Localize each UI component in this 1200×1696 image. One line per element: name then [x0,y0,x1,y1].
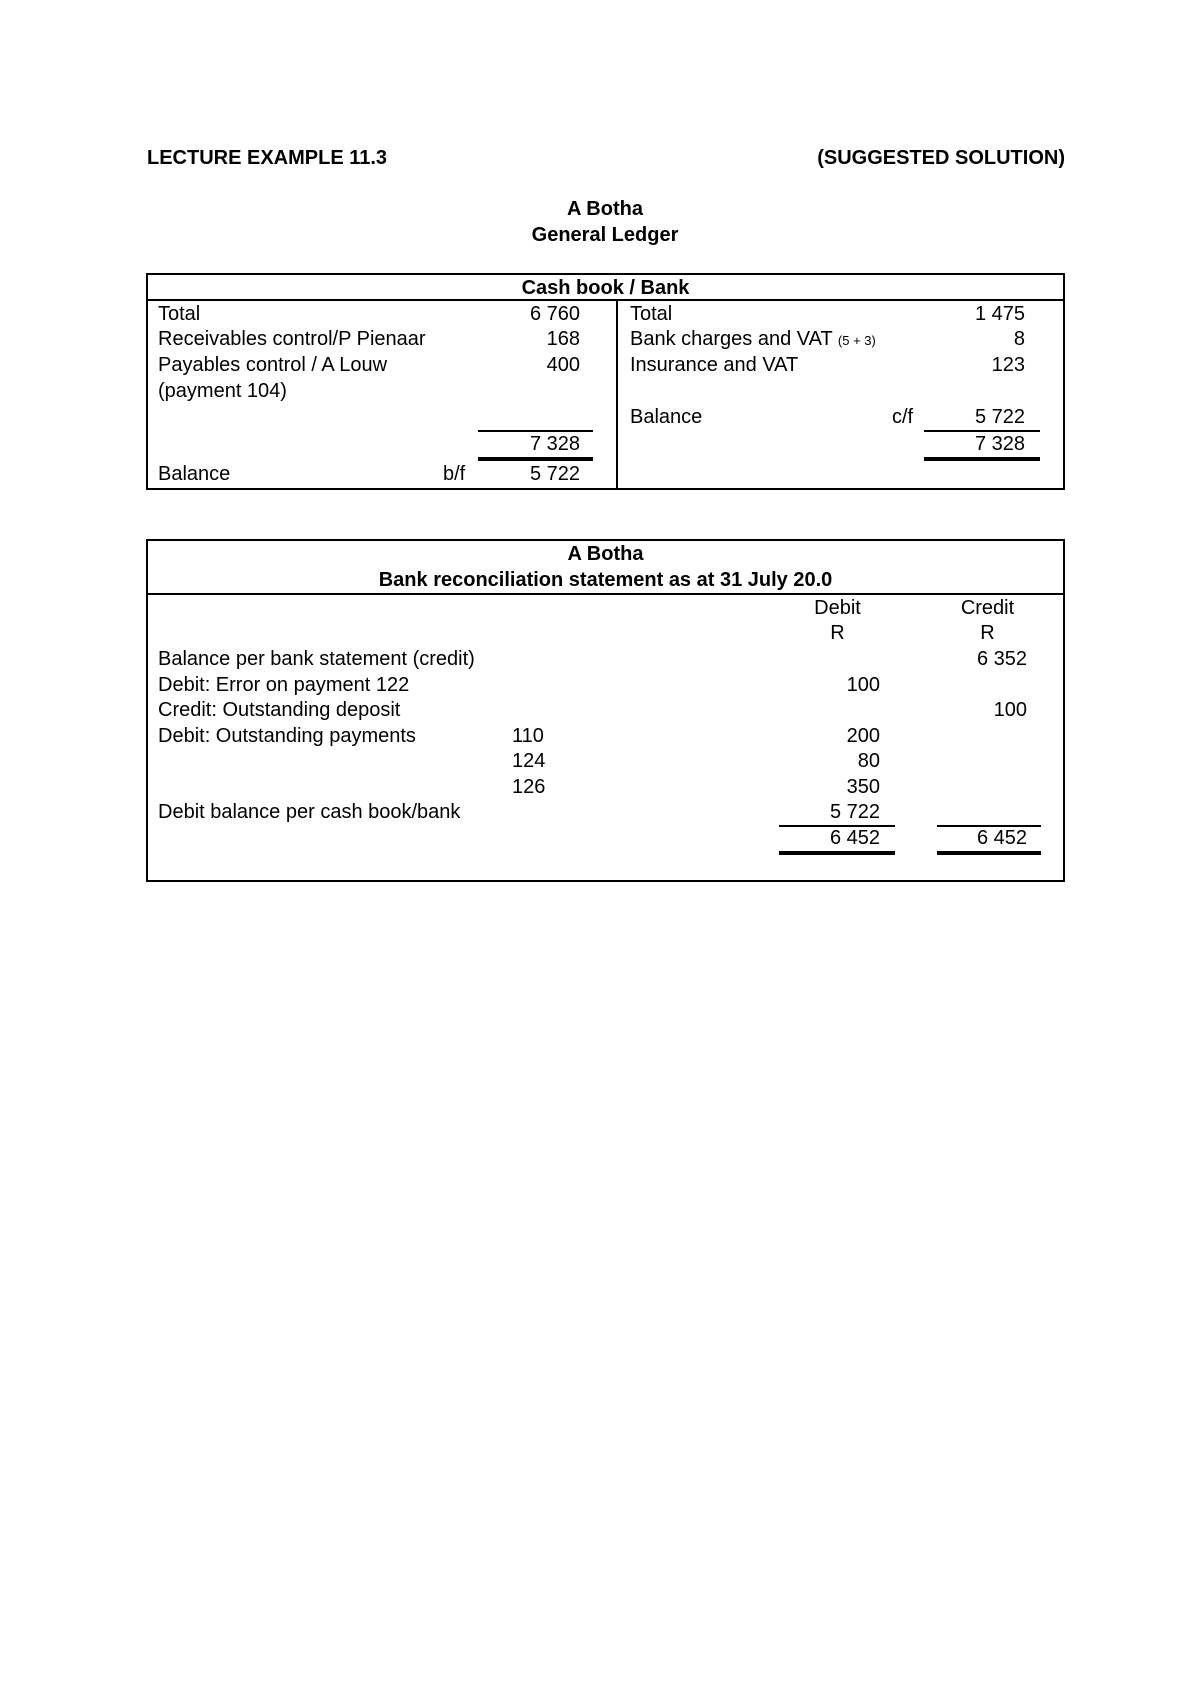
credit-total-double-rule [924,457,1040,461]
credit-currency: R [980,622,995,644]
credit-line-label: Insurance and VAT [630,354,799,376]
debit-subtotal-rule [478,430,593,432]
reconciliation-row-credit: 6 352 [976,648,1027,670]
balance-cf-label: Balance [630,406,703,428]
cash-book-title: Cash book / Bank [521,277,690,299]
entity-name: A Botha [567,198,643,220]
reconciliation-row-label: Debit: Outstanding payments [158,725,416,747]
reconciliation-row-label: Debit: Error on payment 122 [158,674,410,696]
debit-line-label: Total [158,303,201,325]
credit-column-header: Credit [960,597,1015,619]
credit-line-amount: 123 [991,354,1025,376]
balance-bf-ref: b/f [443,463,466,485]
balance-cf-amount: 5 722 [974,406,1025,428]
credit-line-amount: 1 475 [974,303,1025,325]
payment-number: 124 [512,750,546,772]
reconciliation-row-debit: 80 [857,750,880,772]
debit-line-label: (payment 104) [158,380,287,402]
reconciliation-row-debit: 100 [846,674,880,696]
debit-line-amount: 6 760 [529,303,580,325]
balance-bf-amount: 5 722 [529,463,580,485]
solution-label: (SUGGESTED SOLUTION) [817,147,1065,169]
payment-number: 126 [512,776,546,798]
vat-breakdown-note: (5 + 3) [837,333,876,348]
reconciliation-row-debit: 350 [846,776,880,798]
credit-line-amount: 8 [1013,328,1025,350]
ledger-title: General Ledger [531,224,679,246]
debit-line-amount: 400 [546,354,580,376]
debit-total-double-rule [779,851,895,855]
balance-cf-ref: c/f [892,406,914,428]
payment-number: 110 [512,725,544,747]
reconciliation-total-credit: 6 452 [976,827,1027,849]
debit-column-header: Debit [814,597,861,619]
credit-subtotal-rule [924,430,1040,432]
reconciliation-row-credit: 100 [993,699,1027,721]
reconciliation-row-debit: 5 722 [829,801,880,823]
credit-total-double-rule [937,851,1041,855]
balance-bf-label: Balance [158,463,231,485]
debit-total-double-rule [478,457,593,461]
reconciliation-row-label: Debit balance per cash book/bank [158,801,461,823]
debit-line-label: Payables control / A Louw [158,354,388,376]
reconciliation-entity: A Botha [567,543,644,565]
debit-line-amount: 168 [546,328,580,350]
reconciliation-row-debit: 200 [846,725,880,747]
reconciliation-row-label: Balance per bank statement (credit) [158,648,475,670]
reconciliation-header-rule [146,593,1065,595]
reconciliation-title: Bank reconciliation statement as at 31 July 20.0 [378,569,833,591]
debit-line-label: Receivables control/P Pienaar [158,328,426,350]
reconciliation-total-debit: 6 452 [829,827,880,849]
credit-total: 7 328 [974,433,1025,455]
debit-total: 7 328 [529,433,580,455]
debit-currency: R [830,622,845,644]
reconciliation-row-label: Credit: Outstanding deposit [158,699,401,721]
document-heading: LECTURE EXAMPLE 11.3 [147,147,388,169]
credit-line-label [630,328,876,351]
account-center-rule [616,299,618,490]
credit-line-text: Bank charges and VAT [630,328,833,350]
credit-line-label: Total [630,303,673,325]
